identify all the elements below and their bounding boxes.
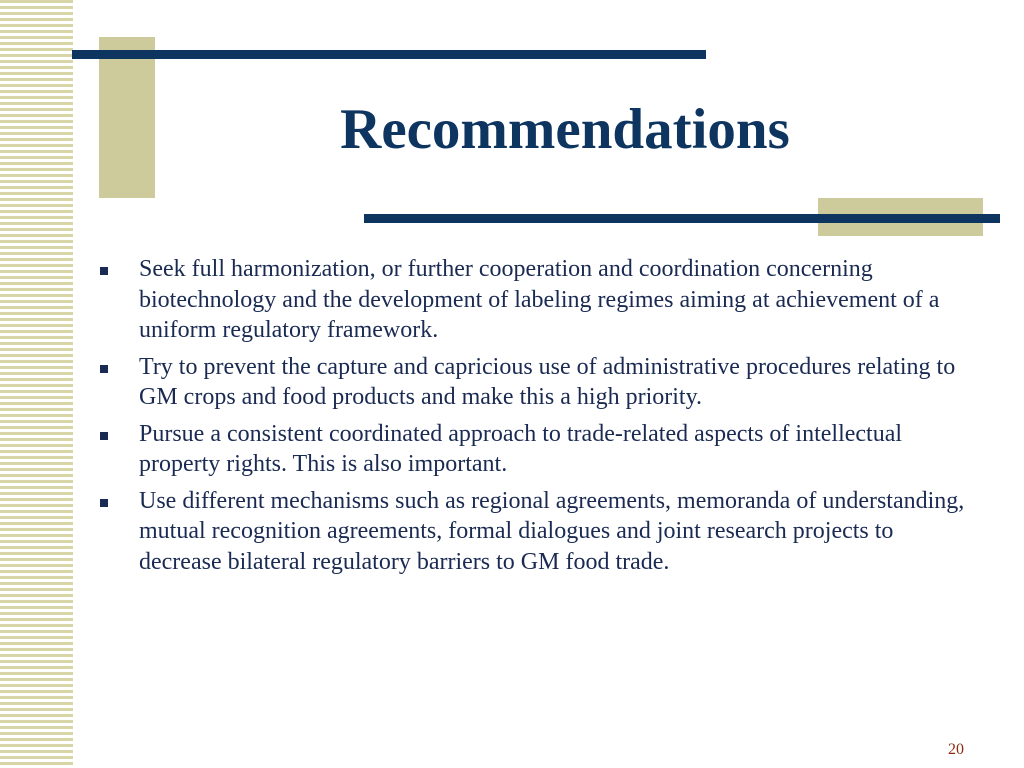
bullet-item	[98, 254, 978, 346]
bullet-text: Use different mechanisms such as regional agreements, memoranda of understanding, mutual recognition agreements, formal dialogues and joint research projects to decrease bilateral regulatory barriers to GM food trade.	[139, 487, 965, 575]
side-stripes-decoration	[0, 0, 73, 768]
bullet-item	[98, 486, 978, 578]
page-number: 20	[948, 741, 964, 758]
navy-rule-top	[72, 50, 706, 59]
bullet-text: Seek full harmonization, or further cooperation and coordination concerning biotechnology and the development of labeling regimes aiming at achievement of a uniform regulatory framework.	[139, 256, 940, 343]
bullet-text: Pursue a consistent coordinated approach to trade-related aspects of intellectual property rights. This is also important.	[139, 420, 903, 477]
bullet-list	[98, 254, 978, 583]
square-bullet-icon	[100, 432, 108, 440]
square-bullet-icon	[100, 267, 108, 275]
navy-rule-bottom	[364, 214, 1000, 223]
bullet-text: Try to prevent the capture and capricious use of administrative procedures relating to GM crops and food products and make this a high priority.	[139, 353, 956, 410]
bullet-item	[98, 352, 978, 413]
tan-block-decoration-left	[99, 37, 155, 198]
slide-title: Recommendations	[340, 98, 790, 161]
bullet-item	[98, 419, 978, 480]
square-bullet-icon	[100, 365, 108, 373]
square-bullet-icon	[100, 499, 108, 507]
